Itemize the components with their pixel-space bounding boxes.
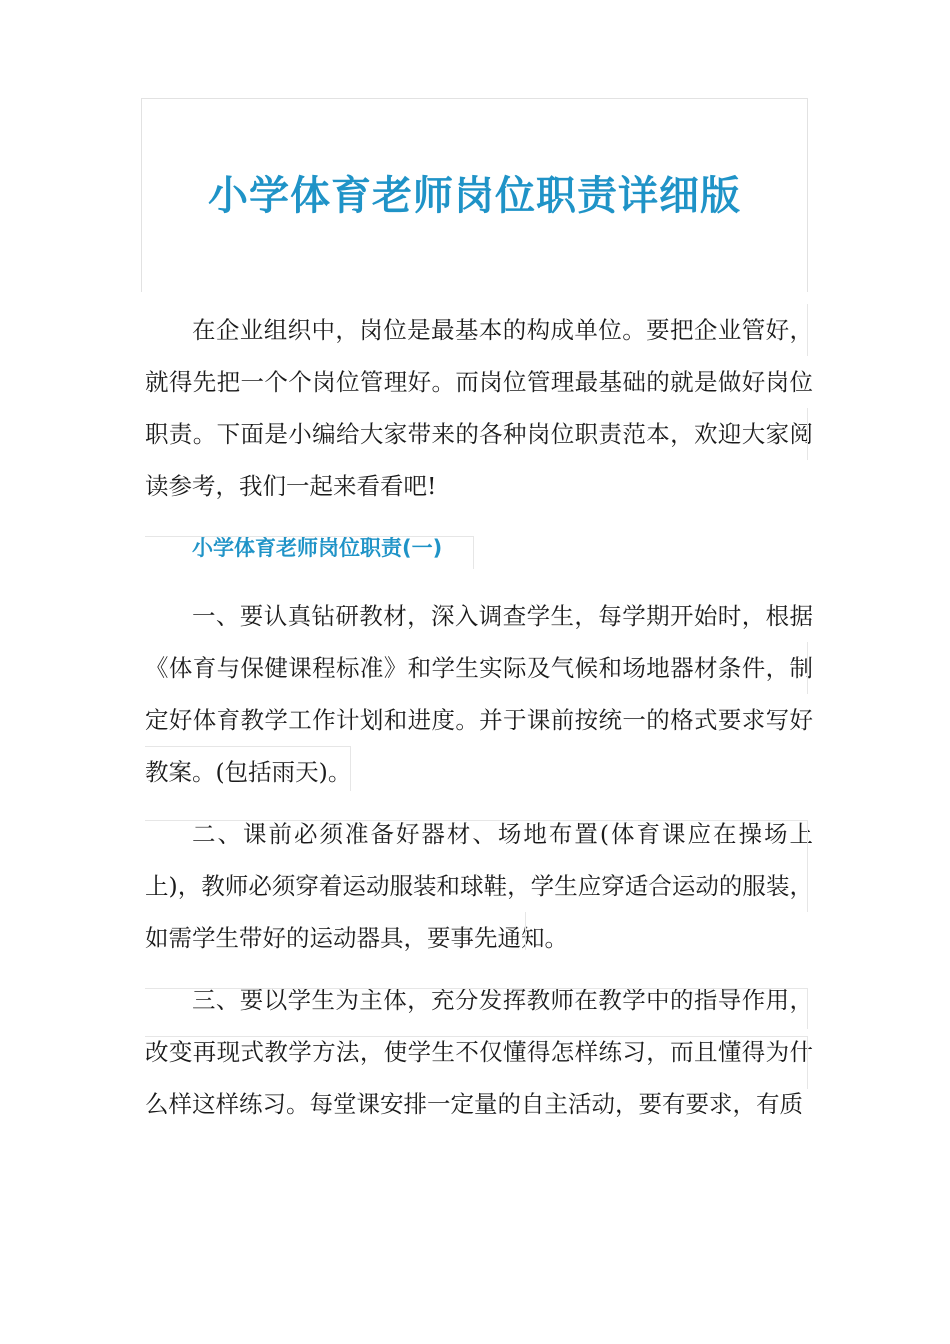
duty-paragraph-3: 三、要以学生为主体，充分发挥教师在教学中的指导作用，改变再现式教学方法，使学生不仅懂得怎样练习，而且懂得为什么样这样练习。每堂课安排一定量的自主活动，要有要求，有质 [145,986,813,1118]
intro-paragraph: 在企业组织中，岗位是最基本的构成单位。要把企业管好，就得先把一个个岗位管理好。而岗位管理最基础的就是做好岗位职责。下面是小编给大家带来的各种岗位职责范本，欢迎大家阅读参考，我们一起来看看吧! [145,316,813,500]
duty-paragraph-1: 一、要认真钻研教材，深入调查学生，每学期开始时，根据《体育与保健课程标准》和学生实际及气候和场地器材条件，制定好体育教学工作计划和进度。并于课前按统一的格式要求写好教案。(包括雨天)。 [145,602,813,786]
duty-paragraph-2: 二、课前必须准备好器材、场地布置(体育课应在操场上上)，教师必须穿着运动服装和球鞋，学生应穿适合运动的服装，如需学生带好的运动器具，要事先通知。 [145,820,813,952]
section-heading: 小学体育老师岗位职责(一) [192,536,443,560]
document-title: 小学体育老师岗位职责详细版 [208,173,741,219]
title-box [141,98,808,292]
